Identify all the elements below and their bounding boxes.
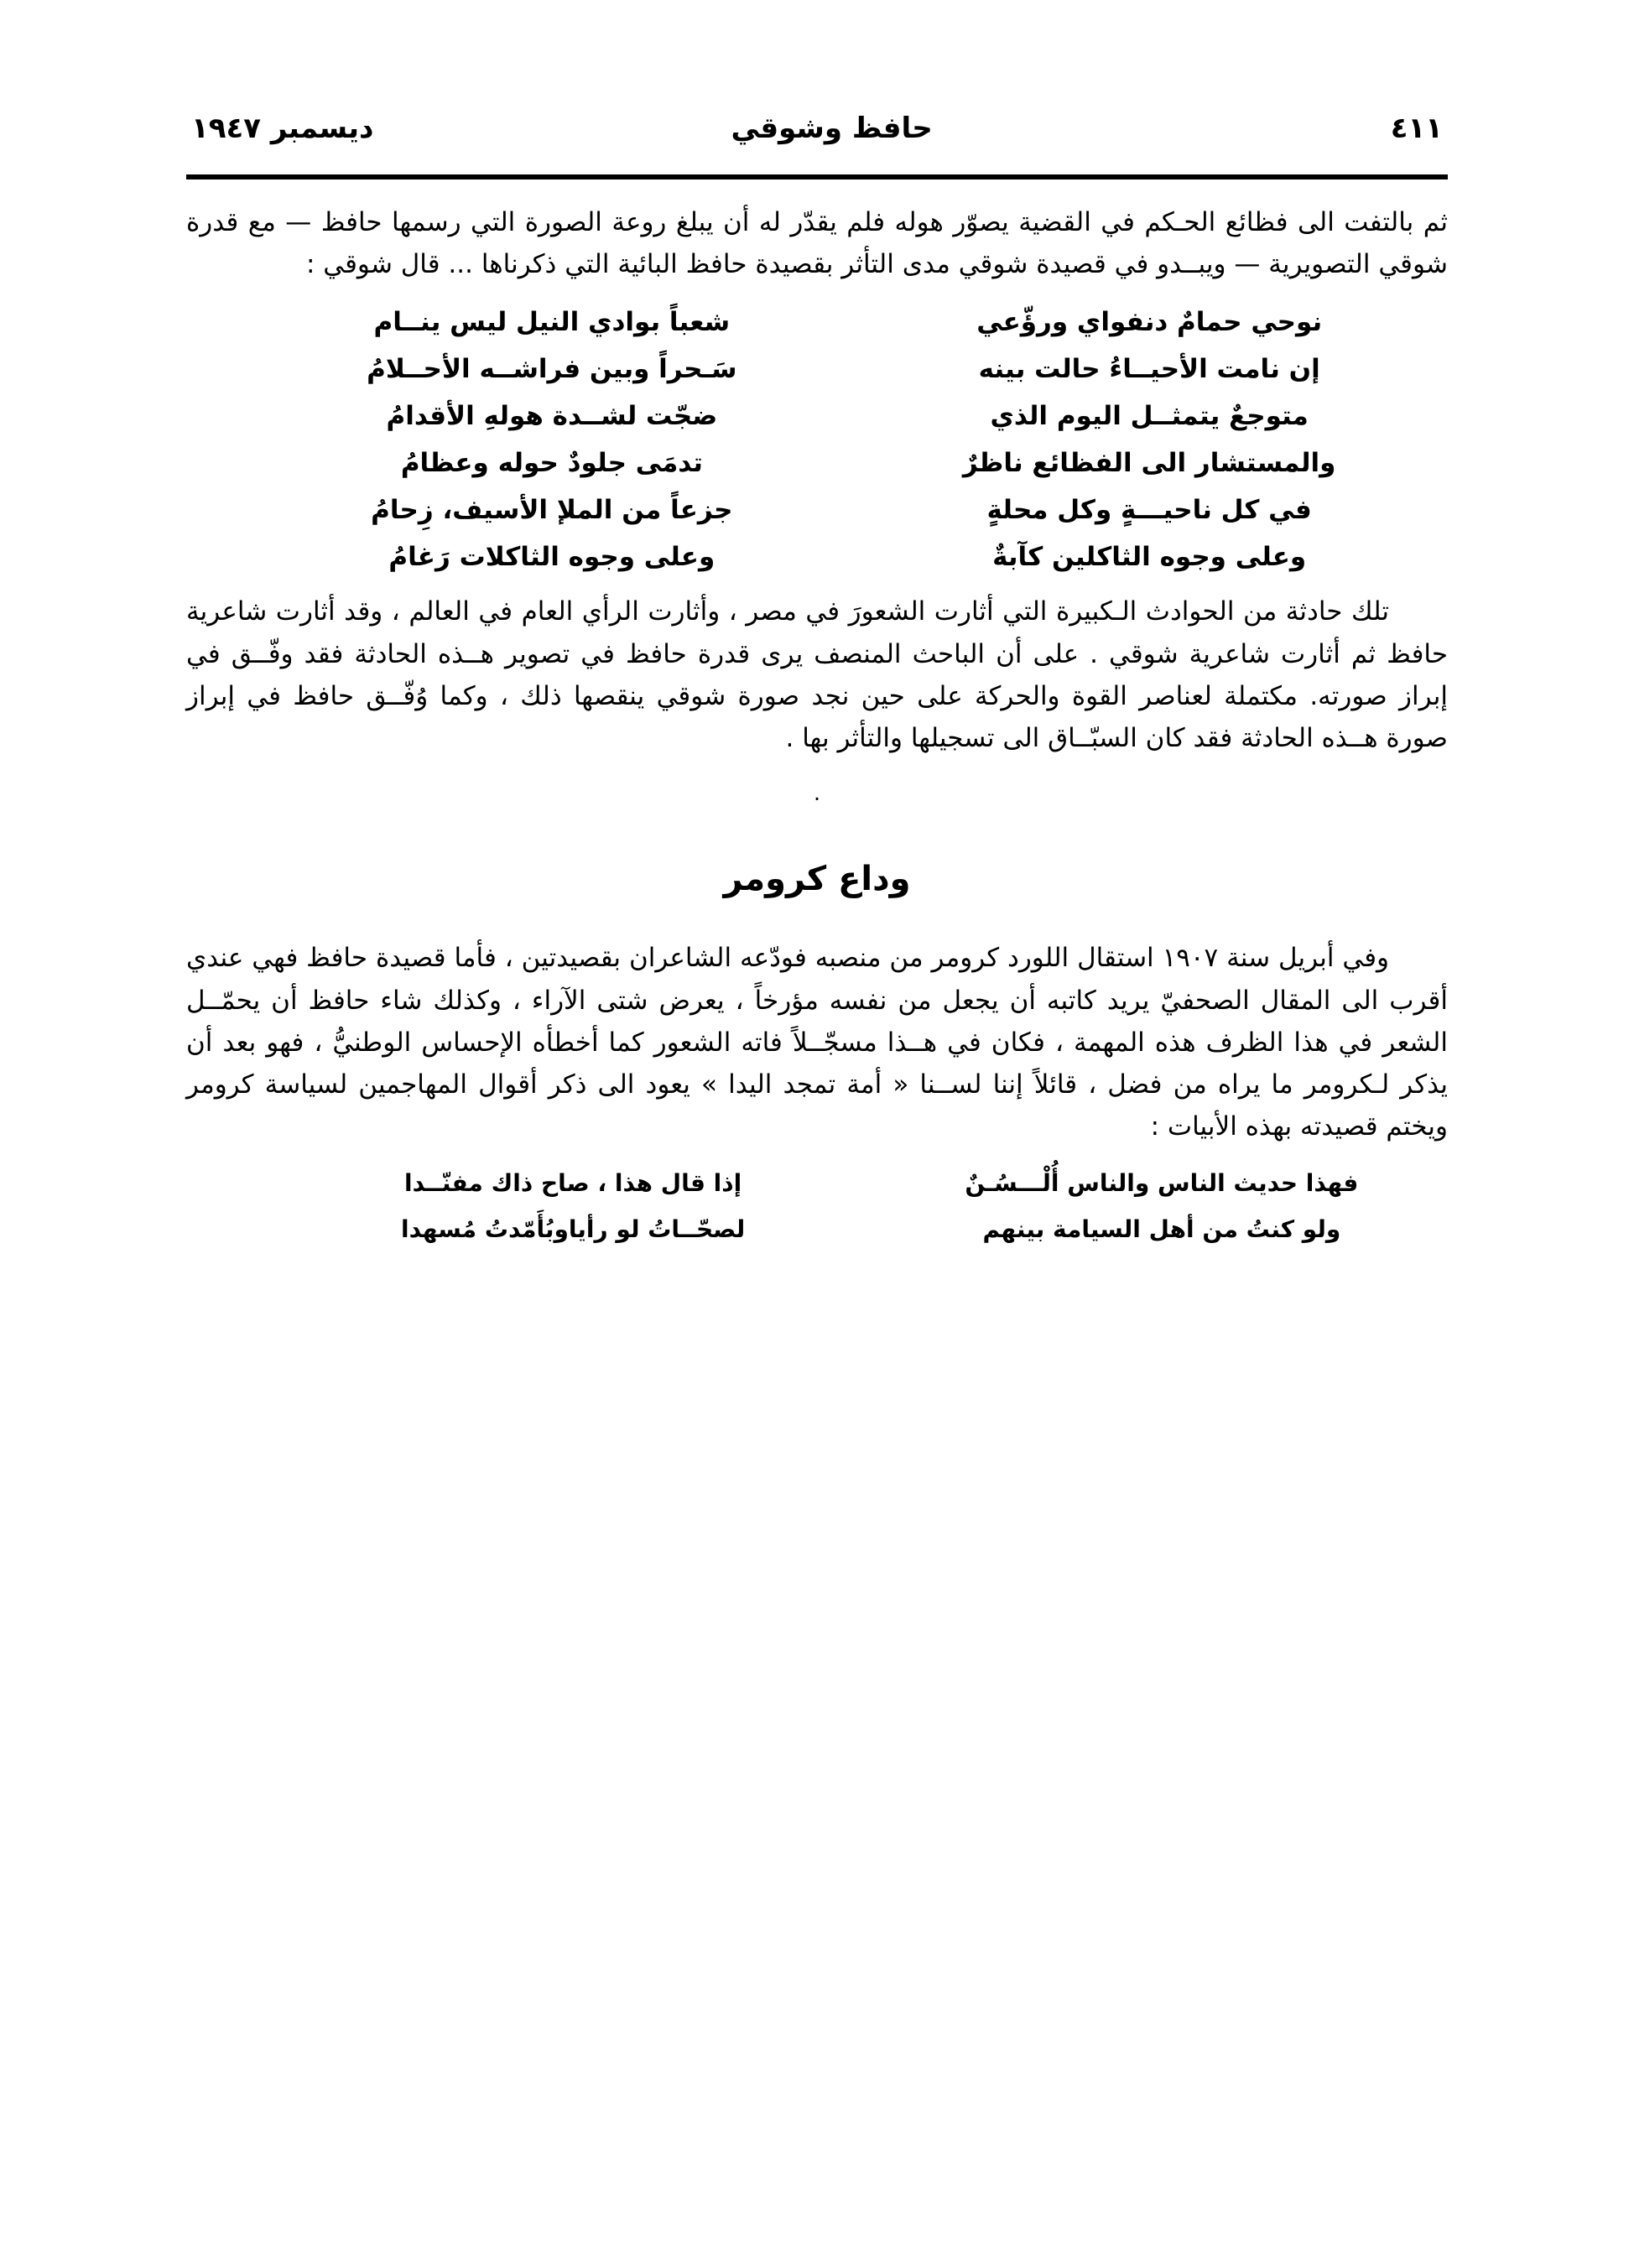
paragraph-cromer: وفي أبريل سنة ١٩٠٧ استقال اللورد كرومر من منصبه فودّعه الشاعران بقصيدتين ، فأما قصيدة حافظ فهي عندي أقرب الى المقال الصحفيّ يريد كاتبه أن يجعل من نفسه مؤرخاً ، يعرض شتى الآراء ، وكذلك شاء حافظ أن يحمّــل الشعر في هذا الظرف هذه المهمة ، فكان في هــذا مسجّــلاً فاته الشعور كما أخطأه الإحساس الوطنيُّ ، فهو بعد أن يذكر لـكرومر ما يراه من فضل ، قائلاً إننا لســنا « أمة تمجد اليدا » يعود الى ذكر أقوال المهاجمين لسياسة كرومر ويختم قصيدته بهذه الأبيات : [186, 943, 1448, 1142]
paragraph-analysis: تلك حادثة من الحوادث الـكبيرة التي أثارت الشعورَ في مصر ، وأثارت الرأي العام في العالم ، وقد أثارت شاعرية حافظ ثم أثارت شاعرية شوقي . على أن الباحث المنصف يرى قدرة حافظ في تصوير هــذه الحادثة فقد وفّــق في إبراز صورته. مكتملة لعناصر القوة والحركة على حين نجد صورة شوقي ينقصها ذلك ، وكما وُفّــق حافظ في إبراز صورة هــذه الحادثة فقد كان السبّــاق الى تسجيلها والتأثر بها . [186, 596, 1448, 754]
page-body [186, 201, 1448, 2234]
verse-line [186, 495, 1448, 525]
hemistich-second: إذا قال هذا ، صاح ذاك مفنّــدا [404, 1169, 742, 1198]
hemistich-second: سَـحراً وبين فراشــه الأحــلامُ [367, 354, 737, 385]
hemistich-second: ضجّت لشــدة هولهِ الأقدامُ [386, 401, 718, 432]
verse-line [186, 1215, 1448, 1243]
verse-line [186, 354, 1448, 384]
hemistich-second: تدمَى جلودٌ حوله وعظامُ [400, 448, 703, 479]
paragraph-separator: . [813, 781, 821, 807]
verse-line [186, 1169, 1448, 1197]
poem-shawqi [186, 307, 1448, 572]
hemistich-first: نوحي حمامٌ دنفواي ورؤّعي [976, 307, 1323, 338]
hemistich-first: فهذا حديث الناس والناس أُلْـــسُـنٌ [965, 1169, 1359, 1198]
hemistich-first: ولو كنتُ من أهل السيامة بينهم [982, 1215, 1341, 1244]
verse-line [186, 448, 1448, 478]
section-title: وداع كرومر [723, 860, 911, 899]
hemistich-first: متوجعٌ يتمثــل اليوم الذي [990, 401, 1309, 432]
header-divider [186, 174, 1448, 179]
paragraph-intro: ثم بالتفت الى فظائع الحـكم في القضية يصوّر هوله فلم يقدّر له أن يبلغ روعة الصورة التي رسمها حافظ — مع قدرة شوقي التصويرية — ويبــدو في قصيدة شوقي مدى التأثر بقصيدة حافظ البائية التي ذكرناها ... قال شوقي : [186, 207, 1448, 280]
hemistich-first: إن نامت الأحيــاءُ حالت بينه [978, 354, 1320, 385]
hemistich-second: لصحّــاتُ لو رأياوبُأَمّدتُ مُسهدا [400, 1215, 746, 1244]
hemistich-second: وعلى وجوه الثاكلات رَغامُ [388, 542, 716, 573]
hemistich-second: شعباً بوادي النيل ليس ينــام [373, 307, 731, 338]
poem-hafiz-closing [186, 1169, 1448, 1243]
verse-line [186, 307, 1448, 337]
verse-line [186, 401, 1448, 431]
header-date: ديسمبر ١٩٤٧ [191, 112, 374, 145]
hemistich-first: وعلى وجوه الثاكلين كآبةٌ [992, 542, 1307, 573]
header-title: حافظ وشوقي [731, 112, 933, 145]
hemistich-first: في كل ناحيـــةٍ وكل محلةٍ [986, 495, 1312, 526]
running-head [191, 99, 1443, 158]
page-number: ٤١١ [1390, 112, 1443, 145]
hemistich-second: جزعاً من الملإ الأسيف، زِحامُ [371, 495, 733, 526]
verse-line [186, 542, 1448, 572]
hemistich-first: والمستشار الى الفظائع ناظرٌ [962, 448, 1336, 479]
